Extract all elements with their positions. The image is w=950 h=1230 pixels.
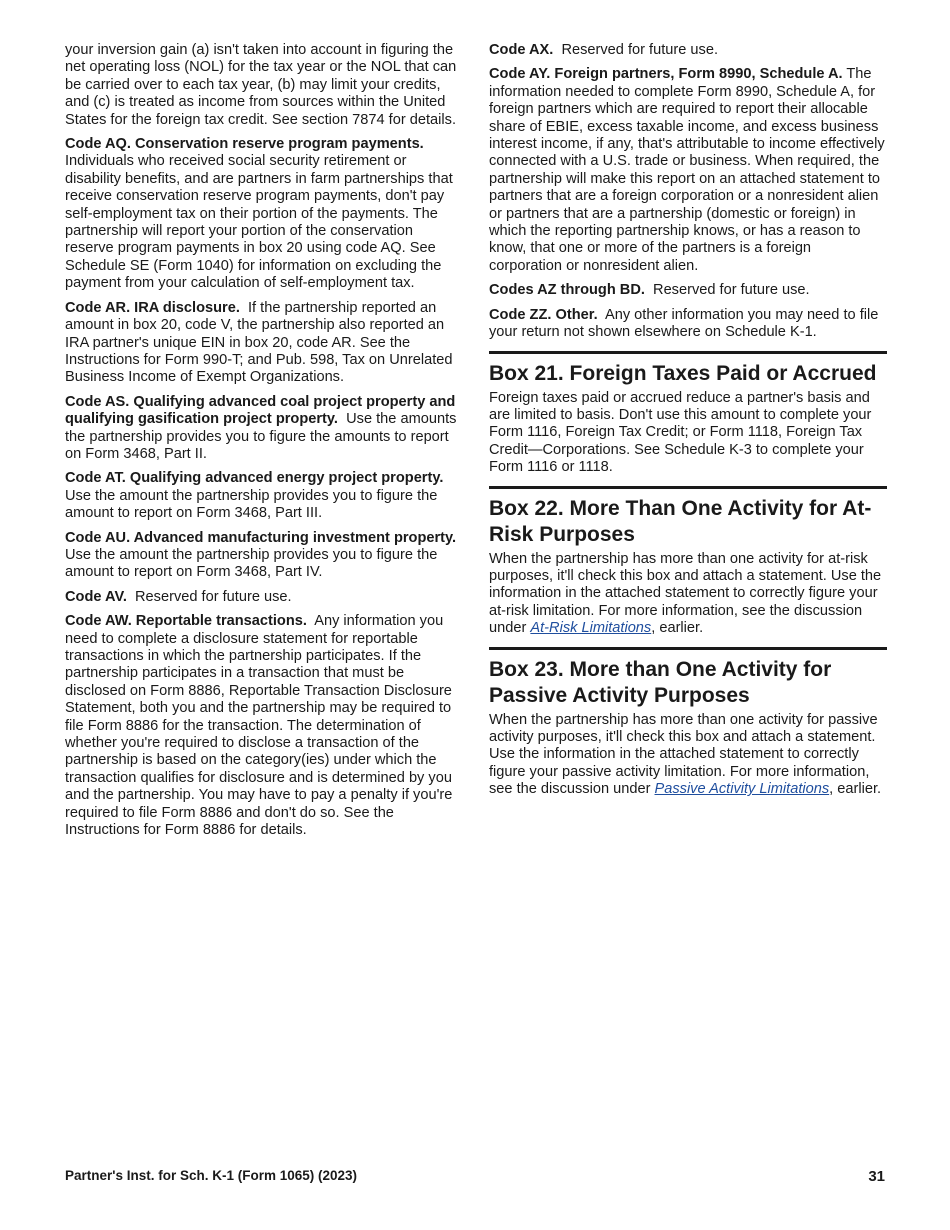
box-23-heading: Box 23. More than One Activity for Passive Activity Purposes [489, 657, 832, 707]
code-ay-title: Code AY. Foreign partners, Form 8990, Schedule A. [489, 66, 843, 83]
code-ar-text: If the partnership reported an amount in box 20, code V, the partnership also reported an IRA partner's unique EIN in box 20, code AR. See the Instructions for Form 990-T; and Pub. 598, Tax on Unrelated Business Income of Exempt Organizations. [65, 299, 453, 386]
box-23-text-end: , earlier. [829, 781, 882, 798]
code-ar-title: Code AR. IRA disclosure. [65, 299, 240, 316]
code-ar-paragraph [65, 300, 463, 387]
code-au-text: Use the amount the partnership provides you to figure the amount to report on Form 3468, Part IV. [65, 546, 438, 581]
code-av-text: Reserved for future use. [135, 588, 292, 605]
box-22-text-end: , earlier. [651, 620, 704, 637]
left-column [65, 42, 463, 846]
code-aw-paragraph [65, 613, 463, 839]
code-as-text: Use the amounts the partnership provides you to figure the amounts to report on Form 3468, Part II. [65, 411, 457, 462]
box-22-text: When the partnership has more than one activity for at-risk purposes, it'll check this box and attach a statement. Use the information in the attached statement to correctly figure your at-risk limitation. For more information, see the discussion under [489, 550, 882, 637]
code-aw-text: Any information you need to complete a disclosure statement for reportable transactions in which the partnership participates. If the partnership participates in a transaction that must be disclosed on Form 8886, Reportable Transaction Disclosure Statement, both you and the partnership may be required to file Form 8886 for the transaction. The determination of whether you're required to disclose a transaction of the partnership is based on the category(ies) under which the transaction qualifies for disclosure and is determined by you and the partnership. You may have to pay a penalty if you're required to file Form 8886 and don't do so. See the Instructions for Form 8886 for details. [65, 613, 453, 839]
passive-activity-limitations-link[interactable]: Passive Activity Limitations [654, 781, 830, 798]
code-at-paragraph [65, 470, 463, 522]
codes-az-bd-text: Reserved for future use. [653, 282, 810, 299]
code-zz-title: Code ZZ. Other. [489, 306, 598, 323]
code-au-title: Code AU. Advanced manufacturing investment property. [65, 529, 457, 546]
box-23-text: When the partnership has more than one activity for passive activity purposes, it'll check this box and attach a statement. Use the information in the attached statement to correctly figure your passive activity limitation. For more information, see the discussion under [489, 711, 878, 798]
page-number: 31 [868, 1168, 885, 1185]
code-as-title: Code AS. Qualifying advanced coal project property and qualifying gasification project property. [65, 393, 456, 428]
footer-title: Partner's Inst. for Sch. K-1 (Form 1065) (2023) [65, 1168, 358, 1183]
code-zz-paragraph [489, 307, 887, 342]
box-21-text: Foreign taxes paid or accrued reduce a partner's basis and are limited to basis. Don't use this amount to complete your Form 1116, Foreign Tax Credit; or Form 1118, Foreign Tax Credit—Corporations. See Schedule K-3 to complete your Form 1116 or 1118. [489, 389, 872, 476]
code-aq-text: Individuals who received social security retirement or disability benefits, and are partners in farm partnerships that receive conservation reserve program payments, don't pay self-employment tax on their portion of the payments. The partnership will report your portion of the conservation reserve program payments in box 20 using code AQ. See Schedule SE (Form 1040) for information on excluding the payment from your calculation of self-employment tax. [65, 153, 453, 292]
codes-az-bd-paragraph [489, 282, 887, 299]
code-au-paragraph [65, 530, 463, 582]
box-22-paragraph [489, 551, 887, 638]
box-23-section [489, 647, 887, 799]
code-av-paragraph [65, 589, 463, 606]
code-av-title: Code AV. [65, 588, 127, 605]
code-at-text: Use the amount the partnership provides you to figure the amount to report on Form 3468, Part III. [65, 487, 438, 522]
code-aq-paragraph [65, 136, 463, 293]
box-22-heading: Box 22. More Than One Activity for At-Risk Purposes [489, 496, 872, 546]
code-ay-text: The information needed to complete Form 8990, Schedule A, for foreign partners which are required to report their allocable share of EBIE, excess taxable income, and excess business interest income, if any, that's attributable to income effectively connected with a U.S. trade or business. When required, the partnership will make this report on an attached statement to partners that are a foreign corporation or a nonresident alien or partners that are a partnership (domestic or foreign) in which the reporting partnership knows, or has a reason to know, that one or more of the partners is a foreign corporation or nonresident alien. [489, 66, 885, 274]
inversion-gain-paragraph: your inversion gain (a) isn't taken into account in figuring the net operating loss (NOL) for the tax year or the NOL that can be carried over to each tax year, (b) may limit your credits, and (c) is treated as income from sources within the United States for the foreign tax credit. See section 7874 for details. [65, 42, 457, 128]
at-risk-limitations-link[interactable]: At-Risk Limitations [530, 620, 652, 637]
code-ax-paragraph [489, 42, 887, 59]
right-column [489, 42, 887, 806]
code-aq-title: Code AQ. Conservation reserve program payments. [65, 136, 424, 153]
code-aw-title: Code AW. Reportable transactions. [65, 613, 307, 630]
code-ax-text: Reserved for future use. [561, 42, 718, 58]
code-ax-title: Code AX. [489, 42, 554, 58]
code-at-title: Code AT. Qualifying advanced energy project property. [65, 470, 444, 487]
box-23-paragraph [489, 712, 887, 799]
box-21-heading: Box 21. Foreign Taxes Paid or Accrued [489, 361, 877, 385]
page-footer [65, 1168, 885, 1183]
box-21-section [489, 351, 887, 477]
code-ay-paragraph [489, 66, 887, 275]
code-zz-text: Any other information you may need to file your return not shown elsewhere on Schedule K-1. [489, 306, 879, 341]
codes-az-bd-title: Codes AZ through BD. [489, 282, 645, 299]
box-22-section [489, 486, 887, 638]
code-as-paragraph [65, 394, 463, 464]
